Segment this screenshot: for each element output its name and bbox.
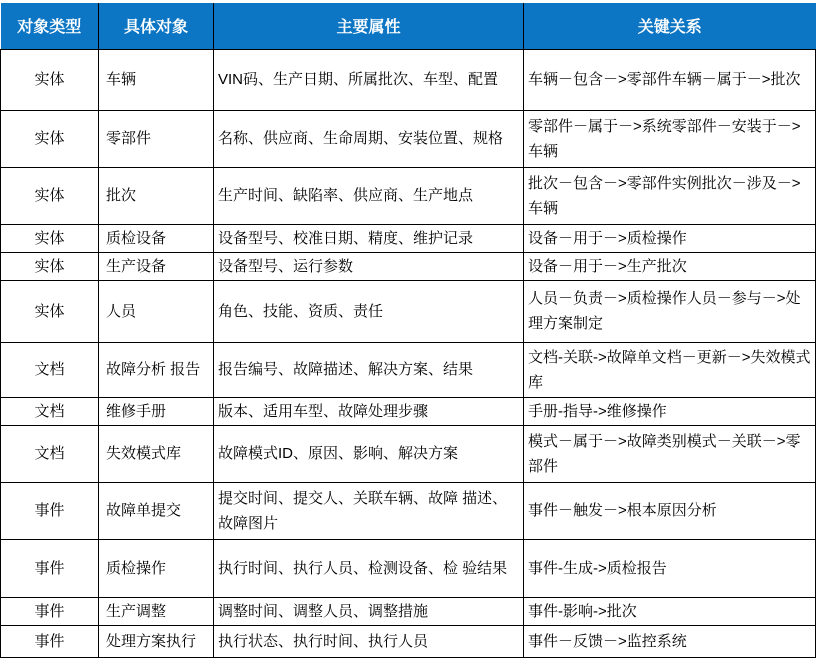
cell-specific-object: 失效模式库 xyxy=(99,425,214,482)
cell-key-relations: 事件－触发－>根本原因分析 xyxy=(524,482,816,539)
cell-key-relations: 零部件－属于－>系统零部件－安装于－>车辆 xyxy=(524,110,816,167)
table-row xyxy=(1,482,816,539)
cell-object-type: 文档 xyxy=(1,425,99,482)
cell-specific-object: 生产设备 xyxy=(99,252,214,280)
table-row xyxy=(1,425,816,482)
header-specific-object: 具体对象 xyxy=(99,3,214,49)
cell-main-attributes: 提交时间、提交人、关联车辆、故障 描述、故障图片 xyxy=(214,482,524,539)
cell-specific-object: 质检操作 xyxy=(99,539,214,597)
cell-main-attributes: 故障模式ID、原因、影响、解决方案 xyxy=(214,425,524,482)
cell-object-type: 实体 xyxy=(1,224,99,252)
cell-key-relations: 模式－属于－>故障类别模式－关联－>零部件 xyxy=(524,425,816,482)
cell-object-type: 实体 xyxy=(1,280,99,342)
cell-main-attributes: 执行时间、执行人员、检测设备、检 验结果 xyxy=(214,539,524,597)
cell-specific-object: 批次 xyxy=(99,167,214,224)
cell-key-relations: 设备－用于－>质检操作 xyxy=(524,224,816,252)
cell-object-type: 事件 xyxy=(1,597,99,625)
cell-key-relations: 事件-生成->质检报告 xyxy=(524,539,816,597)
cell-key-relations: 事件－反馈－>监控系统 xyxy=(524,625,816,657)
cell-specific-object: 生产调整 xyxy=(99,597,214,625)
cell-key-relations: 人员－负责－>质检操作人员－参与－>处理方案制定 xyxy=(524,280,816,342)
cell-key-relations: 批次－包含－>零部件实例批次－涉及－>车辆 xyxy=(524,167,816,224)
table-row xyxy=(1,625,816,657)
header-main-attributes: 主要属性 xyxy=(214,3,524,49)
table-row xyxy=(1,252,816,280)
cell-main-attributes: 设备型号、运行参数 xyxy=(214,252,524,280)
cell-specific-object: 人员 xyxy=(99,280,214,342)
cell-specific-object: 维修手册 xyxy=(99,397,214,425)
cell-key-relations: 事件-影响->批次 xyxy=(524,597,816,625)
table-row xyxy=(1,49,816,110)
cell-object-type: 实体 xyxy=(1,49,99,110)
header-object-type: 对象类型 xyxy=(1,3,99,49)
header-key-relations: 关键关系 xyxy=(524,3,816,49)
cell-key-relations: 设备－用于－>生产批次 xyxy=(524,252,816,280)
cell-main-attributes: 角色、技能、资质、责任 xyxy=(214,280,524,342)
cell-object-type: 文档 xyxy=(1,342,99,397)
cell-main-attributes: 名称、供应商、生命周期、安装位置、规格 xyxy=(214,110,524,167)
table-row xyxy=(1,280,816,342)
cell-object-type: 文档 xyxy=(1,397,99,425)
cell-main-attributes: 执行状态、执行时间、执行人员 xyxy=(214,625,524,657)
cell-object-type: 事件 xyxy=(1,482,99,539)
table-row xyxy=(1,110,816,167)
cell-main-attributes: 报告编号、故障描述、解决方案、结果 xyxy=(214,342,524,397)
cell-object-type: 实体 xyxy=(1,110,99,167)
cell-key-relations: 手册-指导->维修操作 xyxy=(524,397,816,425)
cell-specific-object: 处理方案执行 xyxy=(99,625,214,657)
cell-key-relations: 车辆－包含－>零部件车辆－属于－>批次 xyxy=(524,49,816,110)
cell-specific-object: 车辆 xyxy=(99,49,214,110)
cell-specific-object: 故障分析 报告 xyxy=(99,342,214,397)
cell-specific-object: 故障单提交 xyxy=(99,482,214,539)
table-row xyxy=(1,397,816,425)
cell-main-attributes: 调整时间、调整人员、调整措施 xyxy=(214,597,524,625)
cell-main-attributes: 版本、适用车型、故障处理步骤 xyxy=(214,397,524,425)
object-schema-table xyxy=(0,3,816,658)
cell-object-type: 事件 xyxy=(1,625,99,657)
table-header-row xyxy=(1,3,816,49)
cell-object-type: 事件 xyxy=(1,539,99,597)
cell-main-attributes: VIN码、生产日期、所属批次、车型、配置 xyxy=(214,49,524,110)
cell-key-relations: 文档-关联->故障单文档－更新－>失效模式库 xyxy=(524,342,816,397)
cell-specific-object: 质检设备 xyxy=(99,224,214,252)
cell-object-type: 实体 xyxy=(1,167,99,224)
cell-main-attributes: 设备型号、校准日期、精度、维护记录 xyxy=(214,224,524,252)
table-row xyxy=(1,167,816,224)
table-row xyxy=(1,224,816,252)
table-row xyxy=(1,539,816,597)
cell-main-attributes: 生产时间、缺陷率、供应商、生产地点 xyxy=(214,167,524,224)
table-row xyxy=(1,342,816,397)
cell-object-type: 实体 xyxy=(1,252,99,280)
cell-specific-object: 零部件 xyxy=(99,110,214,167)
table-row xyxy=(1,597,816,625)
